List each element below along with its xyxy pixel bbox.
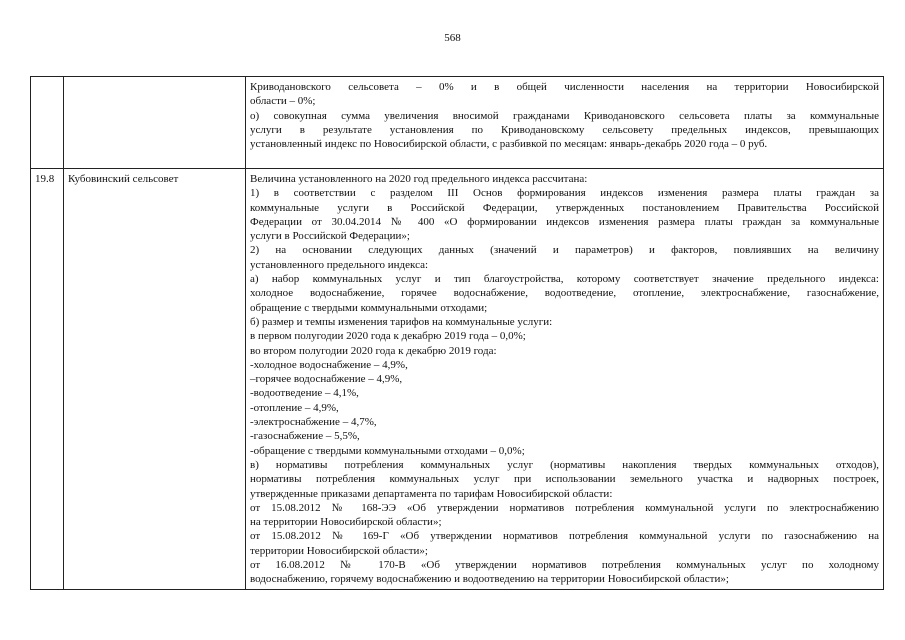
text-line: территории Новосибирской области»; (250, 544, 428, 557)
text-line: -водоотведение – 4,1%, (250, 387, 359, 400)
description-cell (246, 77, 884, 169)
municipality-name-cell (64, 77, 246, 169)
text-line: -отопление – 4,9%, (250, 401, 339, 414)
text-line: Федерации от 30.04.2014 № 400 «О формировании индексов изменения размера платы граждан за коммунальные (250, 215, 879, 228)
text-line: услуги в Российской Федерации»; (250, 230, 410, 243)
page-number: 568 (444, 32, 461, 44)
text-line: в первом полугодии 2020 года к декабрю 2019 года – 0,0%; (250, 330, 526, 343)
text-line: услуги в результате установления по Криводановскому сельсовету предельных индексов, превышающих (250, 123, 879, 136)
text-line: а) набор коммунальных услуг и тип благоустройства, которому соответствует значение предельного индекса: (250, 273, 879, 286)
text-line: утвержденные приказами департамента по тарифам Новосибирской области: (250, 487, 613, 500)
text-line: о) совокупная сумма увеличения вносимой гражданами Криводановского сельсовета платы за коммунальные (250, 109, 879, 122)
text-line: на территории Новосибирской области»; (250, 516, 442, 529)
row-number-cell: 19.8 (31, 169, 64, 590)
text-line: от 16.08.2012 № 170-В «Об утверждении нормативов потребления коммунальных услуг по холодному (250, 559, 879, 572)
text-line: Величина установленного на 2020 год предельного индекса рассчитана: (250, 173, 588, 185)
text-line: -обращение с твердыми коммунальными отходами – 0,0%; (250, 444, 525, 457)
text-line: –горячее водоснабжение – 4,9%, (250, 373, 403, 386)
table-row (31, 77, 884, 169)
text-line: -электроснабжение – 4,7%, (250, 416, 377, 429)
text-line: обращение с твердыми коммунальными отходами; (250, 301, 488, 314)
text-line: -холодное водоснабжение – 4,9%, (250, 358, 408, 371)
text-line: холодное водоснабжение, горячее водоснабжение, водоотведение, отопление, электроснабжение, газоснабжение, (250, 287, 879, 300)
text-line: установленного предельного индекса: (250, 258, 429, 271)
text-line: от 15.08.2012 № 169-Г «Об утверждении нормативов потребления коммунальной услуги по газоснабжению на (250, 530, 879, 543)
text-line: нормативы потребления коммунальных услуг при использовании земельного участка и надворных построек, (250, 473, 879, 486)
text-line: коммунальные услуги в Российской Федерации, утвержденных постановлением Правительства Российской (250, 201, 879, 214)
text-line: -газоснабжение – 5,5%, (250, 430, 360, 443)
text-line: установленный индекс по Новосибирской области, с разбивкой по месяцам: январь-декабрь 2020 года – 0 руб. (250, 138, 768, 151)
description-cell (246, 169, 884, 590)
table-row (31, 169, 884, 590)
municipality-name-cell: Кубовинский сельсовет (64, 169, 246, 590)
text-line: 1) в соответствии с разделом III Основ формирования индексов изменения размера платы граждан за (250, 187, 879, 200)
text-line: от 15.08.2012 № 168-ЭЭ «Об утверждении нормативов потребления коммунальной услуги по электроснабжению (250, 501, 879, 514)
row-number-cell (31, 77, 64, 169)
text-line: водоснабжению, горячему водоснабжению и водоотведению на территории Новосибирской области»; (250, 573, 729, 586)
text-line: б) размер и темпы изменения тарифов на коммунальные услуги: (250, 315, 553, 328)
text-line: 2) на основании следующих данных (значений и параметров) и факторов, повлиявших на величину (250, 244, 879, 257)
text-line: области – 0%; (250, 95, 316, 108)
text-line: Криводановского сельсовета – 0% и в общей численности населения на территории Новосибирской (250, 81, 879, 93)
document-table (30, 76, 884, 590)
text-line: во втором полугодии 2020 года к декабрю 2019 года: (250, 344, 497, 357)
text-line: в) нормативы потребления коммунальных услуг (нормативы накопления твердых коммунальных отходов), (250, 458, 879, 471)
